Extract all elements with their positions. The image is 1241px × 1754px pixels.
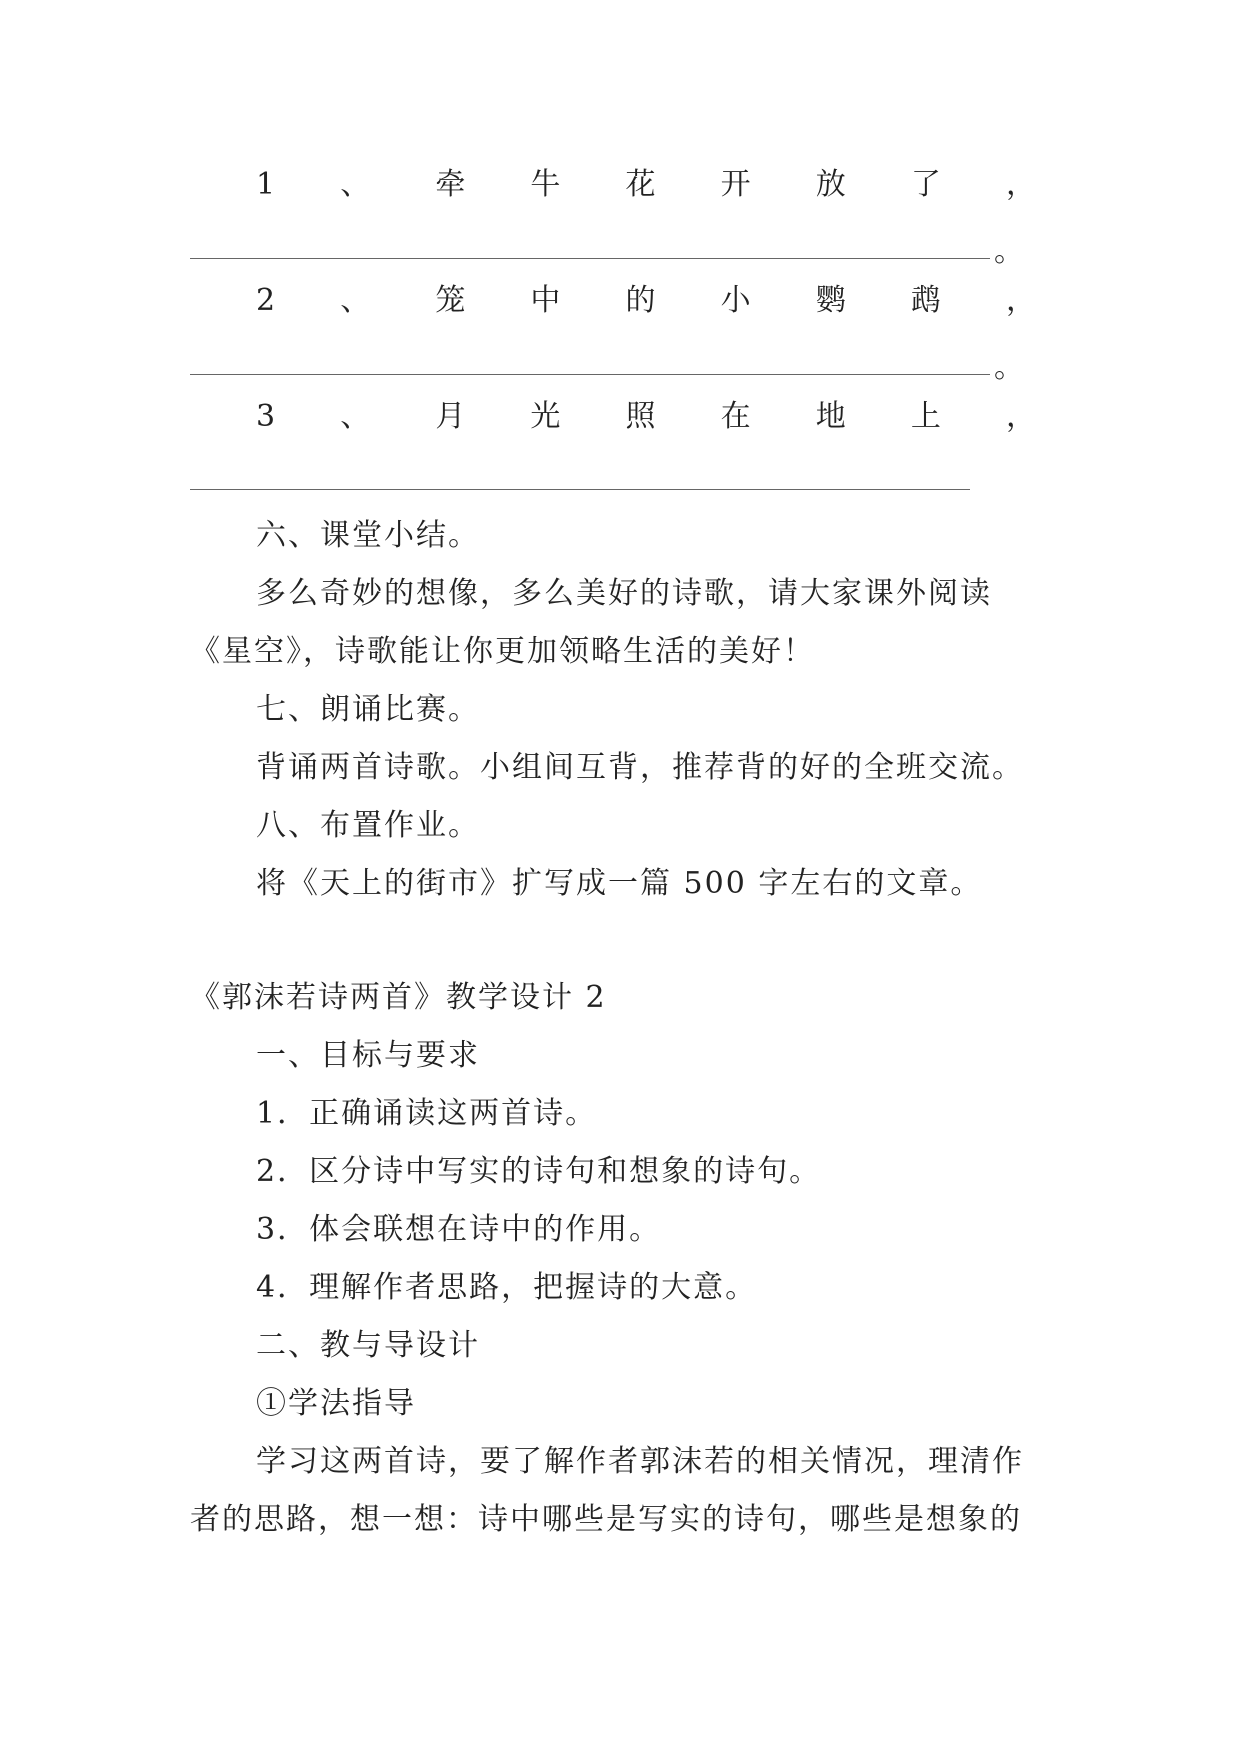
exercise-char: 小 xyxy=(720,283,751,318)
exercise-char: 地 xyxy=(815,399,846,434)
list-item: 2．区分诗中写实的诗句和想象的诗句。 xyxy=(256,1154,822,1189)
exercise-char: 照 xyxy=(625,399,656,434)
section-heading: 一、目标与要求 xyxy=(256,1038,480,1073)
exercise-char: 、 xyxy=(340,283,371,318)
paragraph: 学习这两首诗，要了解作者郭沫若的相关情况，理清作 xyxy=(256,1444,1024,1479)
list-item: 3．体会联想在诗中的作用。 xyxy=(256,1212,662,1247)
exercise-char: 放 xyxy=(815,167,846,202)
exercise-char: 花 xyxy=(625,167,656,202)
answer-blank-2 xyxy=(190,374,990,375)
exercise-char: 牵 xyxy=(435,167,466,202)
exercise-item-3 xyxy=(256,397,1036,437)
exercise-char: 上 xyxy=(910,399,941,434)
answer-blank-3 xyxy=(190,489,970,490)
exercise-char: 光 xyxy=(530,399,561,434)
list-item: 1．正确诵读这两首诗。 xyxy=(256,1096,598,1131)
exercise-char: 中 xyxy=(530,283,561,318)
exercise-char: 、 xyxy=(340,167,371,202)
exercise-item-1 xyxy=(256,165,1036,205)
exercise-char: 2 xyxy=(256,283,276,318)
list-item: 4．理解作者思路，把握诗的大意。 xyxy=(256,1270,758,1305)
exercise-char: 在 xyxy=(720,399,751,434)
answer-blank-period: 。 xyxy=(994,350,1024,385)
exercise-char: 笼 xyxy=(435,283,466,318)
exercise-item-2 xyxy=(256,281,1036,321)
exercise-char: ， xyxy=(1005,167,1036,202)
section-heading: 六、课堂小结。 xyxy=(256,518,480,553)
subsection-heading: ①学法指导 xyxy=(256,1386,416,1421)
exercise-char: 鹉 xyxy=(910,283,941,318)
answer-blank-1 xyxy=(190,258,990,259)
exercise-char: 开 xyxy=(720,167,751,202)
document-title: 《郭沫若诗两首》教学设计 2 xyxy=(190,980,607,1015)
exercise-char: 3 xyxy=(256,399,276,434)
paragraph: 背诵两首诗歌。小组间互背，推荐背的好的全班交流。 xyxy=(256,750,1024,785)
paragraph: 多么奇妙的想像，多么美好的诗歌，请大家课外阅读 xyxy=(256,576,992,611)
exercise-char: 的 xyxy=(625,283,656,318)
paragraph: 将《天上的街市》扩写成一篇 500 字左右的文章。 xyxy=(256,866,983,901)
answer-blank-period: 。 xyxy=(994,234,1024,269)
paragraph: 者的思路，想一想：诗中哪些是写实的诗句，哪些是想象的 xyxy=(190,1502,1022,1537)
exercise-char: ， xyxy=(1005,399,1036,434)
section-heading: 二、教与导设计 xyxy=(256,1328,480,1363)
section-heading: 八、布置作业。 xyxy=(256,808,480,843)
paragraph: 《星空》，诗歌能让你更加领略生活的美好！ xyxy=(190,634,815,669)
exercise-char: 、 xyxy=(340,399,371,434)
exercise-char: ， xyxy=(1005,283,1036,318)
exercise-char: 了 xyxy=(910,167,941,202)
exercise-char: 鹦 xyxy=(815,283,846,318)
exercise-char: 月 xyxy=(435,399,466,434)
section-heading: 七、朗诵比赛。 xyxy=(256,692,480,727)
exercise-char: 1 xyxy=(256,167,276,202)
exercise-char: 牛 xyxy=(530,167,561,202)
